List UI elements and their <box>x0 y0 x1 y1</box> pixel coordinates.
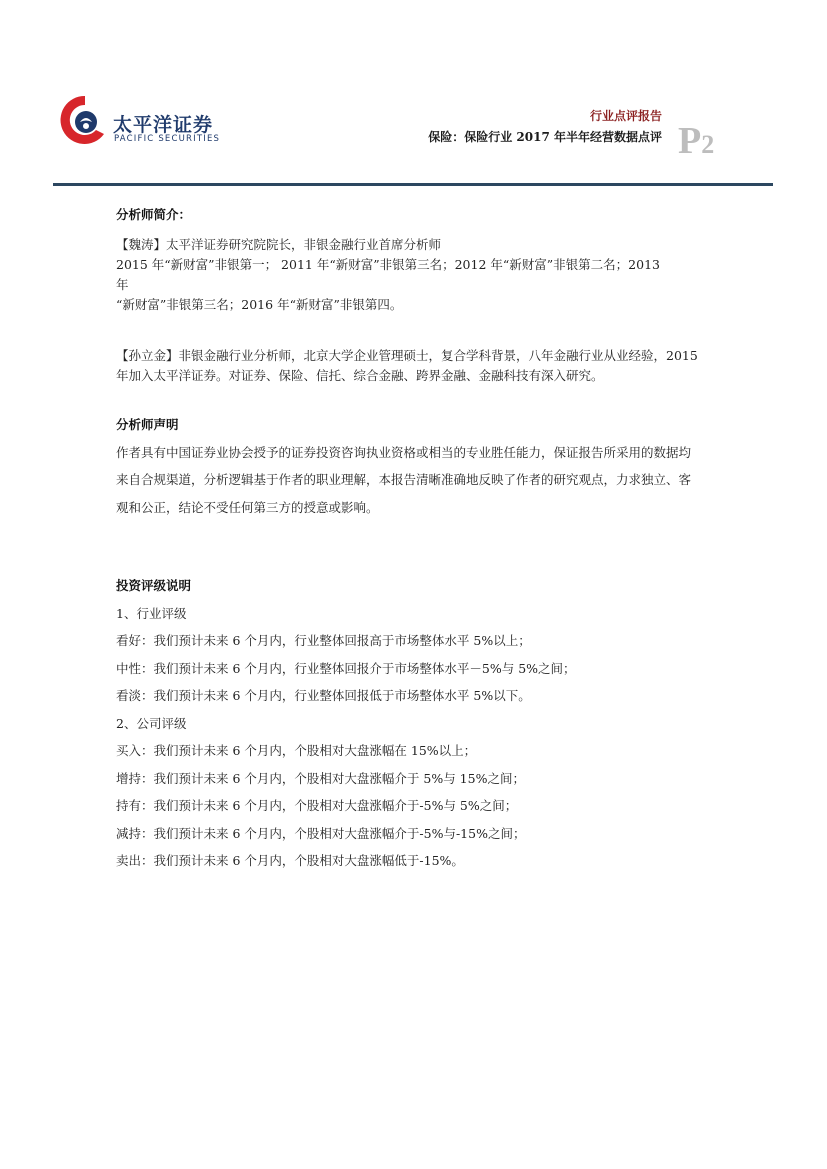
statement-heading: 分析师声明 <box>116 417 179 432</box>
analyst-intro-section <box>116 205 776 315</box>
analyst-intro-heading: 分析师简介： <box>116 207 192 222</box>
weitao-line-2: 2015 年“新财富”非银第一； 2011 年“新财富”非银第三名；2012 年“新财富”非银第二名；2013 <box>116 257 660 272</box>
analyst-sun-section <box>116 346 776 386</box>
sun-line-1: 【孙立金】非银金融行业分析师，北京大学企业管理硕士，复合学科背景，八年金融行业从业经验，2015 <box>116 348 698 363</box>
page-header <box>0 0 827 190</box>
company-logo <box>58 92 221 152</box>
statement-line-3: 观和公正，结论不受任何第三方的授意或影响。 <box>116 499 379 515</box>
rating-section <box>116 572 776 875</box>
company-rating-buy: 买入：我们预计未来 6 个月内，个股相对大盘涨幅在 15%以上； <box>116 743 477 758</box>
header-divider <box>53 183 773 186</box>
logo-chinese-name: 太平洋证券 <box>113 114 214 136</box>
company-rating-sell: 卖出：我们预计未来 6 个月内，个股相对大盘涨幅低于-15%。 <box>116 853 464 868</box>
statement-line-2: 来自合规渠道，分析逻辑基于作者的职业理解，本报告清晰准确地反映了作者的研究观点，力求独立、客 <box>116 472 692 487</box>
industry-rating-bearish: 看淡：我们预计未来 6 个月内，行业整体回报低于市场整体水平 5%以下。 <box>116 688 531 703</box>
logo-english-name: PACIFIC SECURITIES <box>114 134 221 144</box>
report-type: 行业点评报告 <box>589 109 662 123</box>
industry-rating-bullish: 看好：我们预计未来 6 个月内，行业整体回报高于市场整体水平 5%以上； <box>116 633 531 648</box>
weitao-line-3: 年 <box>116 277 129 292</box>
industry-rating-title: 1、行业评级 <box>116 605 187 621</box>
weitao-line-1: 【魏涛】太平洋证券研究院院长，非银金融行业首席分析师 <box>116 237 442 252</box>
report-title: 保险：保险行业 2017 年半年经营数据点评 <box>428 130 662 144</box>
company-rating-hold: 持有：我们预计未来 6 个月内，个股相对大盘涨幅介于-5%与 5%之间； <box>116 798 518 813</box>
industry-rating-neutral: 中性：我们预计未来 6 个月内，行业整体回报介于市场整体水平－5%与 5%之间； <box>116 660 576 676</box>
statement-line-1: 作者具有中国证券业协会授予的证券投资咨询执业资格或相当的专业胜任能力，保证报告所采用的数据均 <box>116 444 692 460</box>
company-rating-underweight: 减持：我们预计未来 6 个月内，个股相对大盘涨幅介于-5%与-15%之间； <box>116 825 526 841</box>
rating-heading: 投资评级说明 <box>116 578 192 593</box>
weitao-line-4: “新财富”非银第三名；2016 年“新财富”非银第四。 <box>116 297 403 312</box>
company-rating-title: 2、公司评级 <box>116 715 187 731</box>
pacific-securities-logo-icon <box>58 92 108 148</box>
page-number-value: 2 <box>701 130 715 159</box>
page-label: P <box>678 120 702 162</box>
sun-line-2: 年加入太平洋证券。对证券、保险、信托、综合金融、跨界金融、金融科技有深入研究。 <box>116 368 604 383</box>
analyst-statement-section <box>116 411 776 521</box>
company-rating-overweight: 增持：我们预计未来 6 个月内，个股相对大盘涨幅介于 5%与 15%之间； <box>116 770 525 786</box>
page-number <box>678 122 714 160</box>
